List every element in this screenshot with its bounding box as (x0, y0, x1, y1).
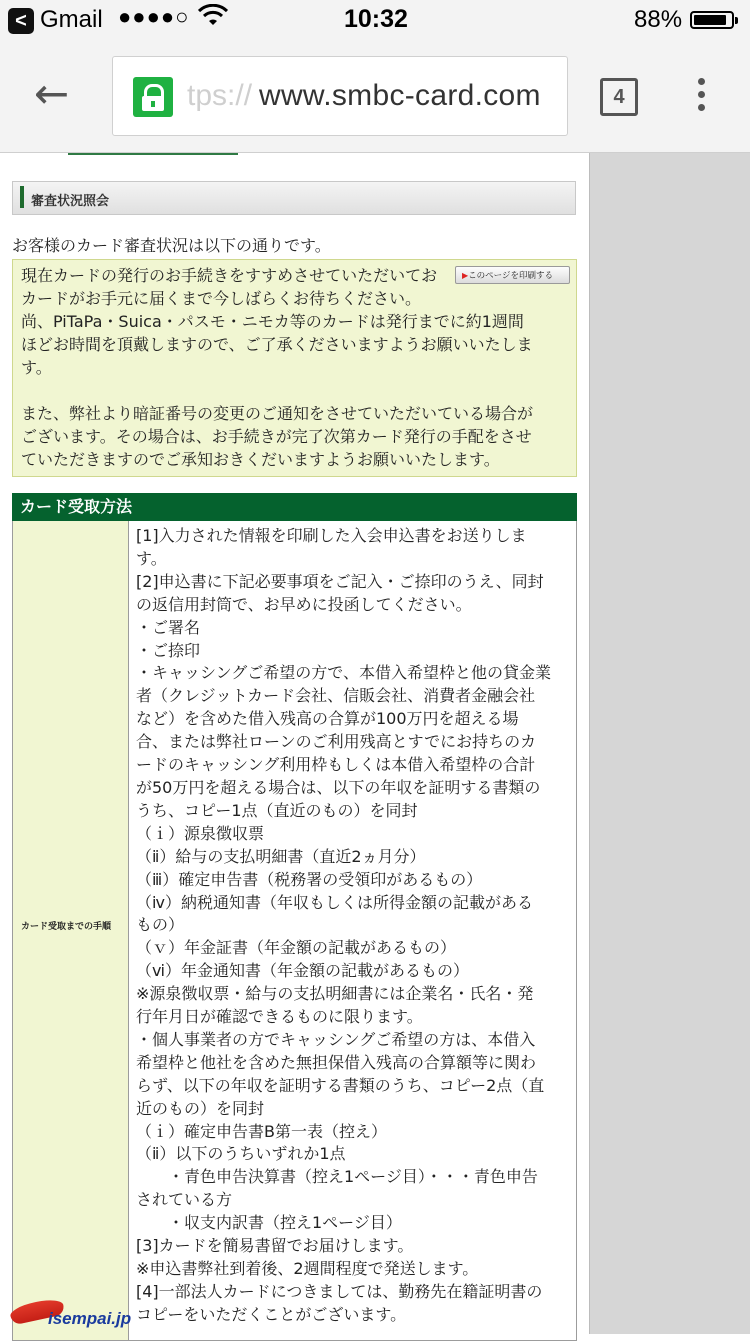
row-text-line: 者（クレジットカード会社、信販会社、消費者金融会社 (136, 686, 536, 706)
watermark-text: isempai.jp (48, 1309, 132, 1328)
row-text-line: コピーをいただくことがございます。 (136, 1304, 407, 1324)
battery-icon (690, 11, 734, 29)
row-text-line: らず、以下の年収を証明する書類のうち、コピー2点（直 (136, 1075, 545, 1095)
intro-text: お客様のカード審査状況は以下の通りです。 (12, 236, 331, 255)
row-text-line: （ｖ）年金証書（年金額の記載があるもの） (136, 938, 457, 958)
carrier-label: Gmail (40, 6, 103, 33)
wifi-icon (198, 4, 228, 34)
row-text-line: （ⅲ）確定申告書（税務署の受領印があるもの） (136, 869, 483, 889)
row-text-line: [2]申込書に下記必要事項をご記入・ご捺印のうえ、同封 (136, 571, 544, 591)
row-text-line: ※申込書弊社到着後、2週間程度で発送します。 (136, 1259, 479, 1278)
row-text-line: の返信用封筒で、お早めに投函してください。 (136, 594, 472, 614)
row-text-line: ※源泉徴収票・給与の支払明細書には企業名・氏名・発 (136, 984, 534, 1004)
triangle-right-icon: ▶ (462, 271, 469, 280)
watermark-logo (4, 1296, 134, 1332)
row-text-line: す。 (136, 548, 167, 568)
url-scheme: tps:// (187, 79, 253, 112)
row-text-line: 合、または弊社ローンのご利用残高とすでにお持ちのカ (136, 732, 537, 752)
more-vert-icon[interactable] (690, 78, 714, 118)
table-title: カード受取方法 (12, 493, 577, 521)
notice-line: す。 (21, 358, 52, 377)
section-accent-bar (20, 186, 24, 208)
row-text-line: 行年月日が確認できるものに限ります。 (136, 1007, 423, 1027)
clock: 10:32 (344, 5, 408, 33)
row-label: カード受取までの手順 (21, 922, 112, 932)
row-text-line: [1]入力された情報を印刷した入会申込書をお送りしま (136, 526, 527, 545)
status-bar (0, 0, 750, 40)
notice-line (21, 379, 568, 402)
notice-line: ほどお時間を頂戴しますので、ご了承くださいますようお願いいたしま (21, 335, 533, 354)
battery-percent: 88% (634, 6, 683, 33)
row-text-line: もの） (136, 915, 185, 935)
row-text-line: （ⅳ）納税通知書（年収もしくは所得金額の記載がある (136, 892, 533, 912)
table-row (12, 521, 577, 1341)
back-to-app-icon[interactable]: < (8, 8, 34, 34)
notice-line: 現在カードの発行のお手続きをすすめさせていただいてお (21, 266, 438, 285)
row-text-line: ードのキャッシング利用枠もしくは本借入希望枠の合計 (136, 755, 536, 775)
notice-line: また、弊社より暗証番号の変更のご通知をさせていただいている場合が (21, 404, 534, 423)
print-page-button[interactable] (455, 266, 570, 284)
row-text-line: 近のもの）を同封 (136, 1098, 265, 1118)
signal-strength-icon: ●●●●○ (118, 4, 190, 29)
divider (68, 153, 238, 155)
url-text: www.smbc-card.com (259, 79, 541, 112)
row-text-line: [3]カードを簡易書留でお届けします。 (136, 1236, 414, 1256)
row-text-line: うち、コピー1点（直近のもの）を同封 (136, 800, 418, 820)
section-header (12, 181, 576, 215)
row-text-line: ・収支内訳書（控え1ページ目） (136, 1213, 402, 1233)
notice-line: カードがお手元に届くまで今しばらくお待ちください。 (21, 289, 422, 308)
row-text-line: など）を含めた借入残高の合算が100万円を超える場 (136, 709, 519, 729)
notice-line: ございます。その場合は、お手続きが完了次第カード発行の手配をさせ (21, 427, 532, 446)
tab-switcher-button[interactable]: 4 (600, 78, 638, 116)
notice-box (12, 259, 577, 477)
notice-line: 尚、PiTaPa・Suica・パスモ・ニモカ等のカードは発行までに約1週間 (21, 312, 524, 331)
row-text-line: 希望枠と他社を含めた無担保借入残高の合算額等に関わ (136, 1052, 537, 1072)
browser-toolbar (0, 40, 750, 153)
back-arrow-icon[interactable]: ← (34, 69, 70, 118)
lock-icon[interactable] (133, 77, 173, 117)
row-text-line: （ⅵ）年金通知書（年金額の記載があるもの） (136, 961, 469, 981)
row-text-line: が50万円を超える場合は、以下の年収を証明する書類の (136, 777, 541, 797)
row-text-line: されている方 (136, 1190, 233, 1210)
print-page-label: このページを印刷する (468, 271, 553, 281)
row-text-line: ・ご捺印 (136, 640, 201, 660)
row-label-cell (13, 521, 132, 1340)
section-title: 審査状況照会 (31, 194, 110, 209)
row-body-text (136, 525, 576, 1327)
address-bar[interactable] (112, 56, 568, 136)
row-text-line: （ｉ）源泉徴収票 (136, 823, 265, 843)
web-page (0, 153, 750, 1334)
notice-text (21, 264, 568, 471)
row-text-line: （ｉ）確定申告書B第一表（控え） (136, 1121, 387, 1141)
row-text-line: ・青色申告決算書（控え1ページ目）・・・青色申告 (136, 1167, 538, 1187)
row-text-line: ・ご署名 (136, 617, 201, 637)
row-text-line: [4]一部法人カードにつきましては、勤務先在籍証明書の (136, 1281, 543, 1301)
row-text-line: ・個人事業者の方でキャッシングご希望の方は、本借入 (136, 1029, 536, 1049)
notice-line: ていただきますのでご承知おきくだいますようお願いいたします。 (21, 450, 500, 469)
page-gutter (589, 153, 750, 1334)
row-text-line: （ⅱ）以下のうちいずれか1点 (136, 1144, 346, 1164)
row-text-line: （ⅱ）給与の支払明細書（直近2ヵ月分） (136, 846, 426, 866)
row-text-line: ・キャッシングご希望の方で、本借入希望枠と他の貸金業 (136, 663, 551, 683)
